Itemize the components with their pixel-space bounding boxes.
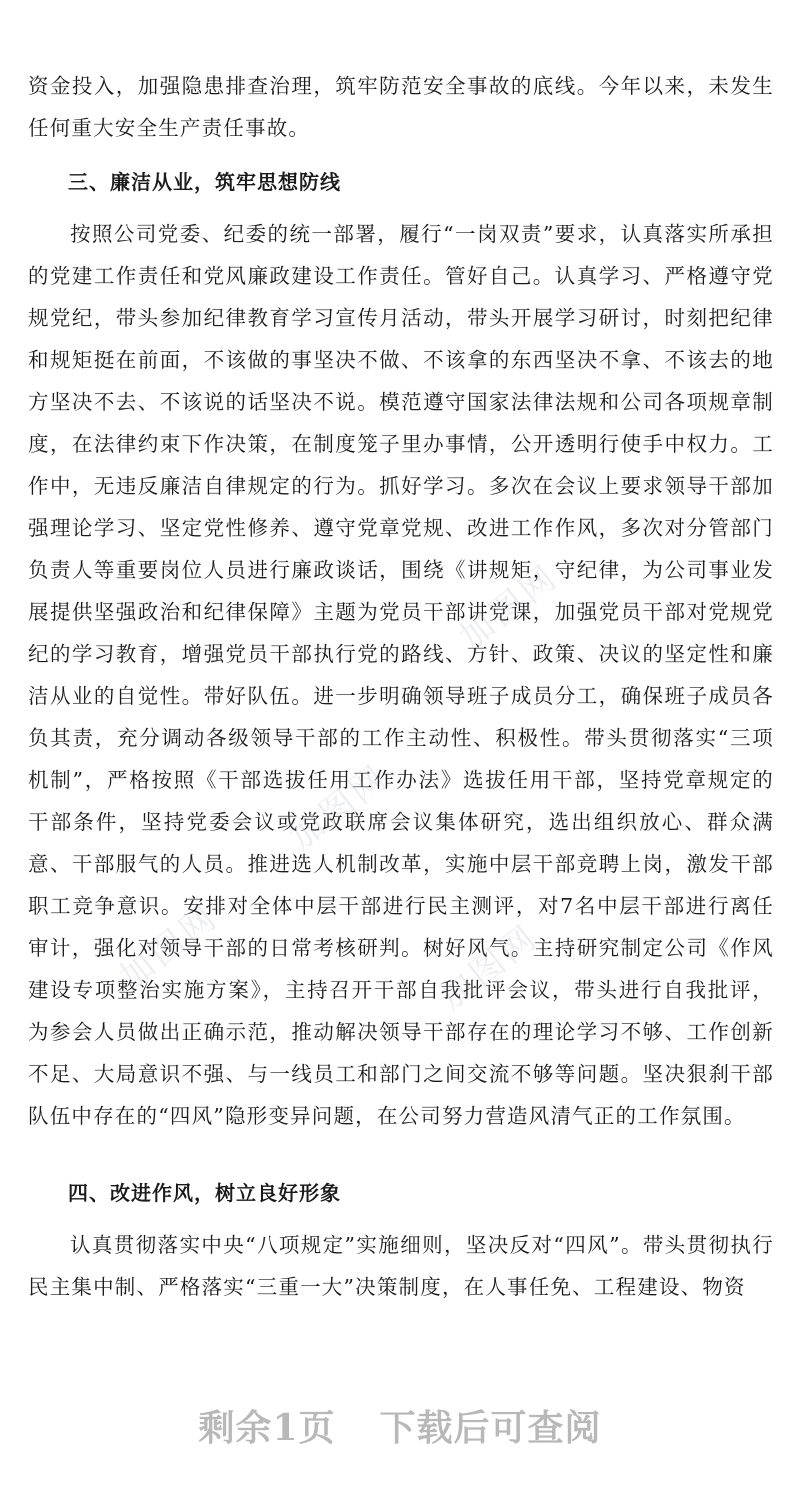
watermark-text: 加图网 (111, 896, 227, 999)
remaining-pages-label: 剩余1页 (198, 1406, 336, 1449)
watermark-text: 加图网 (281, 756, 397, 859)
download-prompt-banner[interactable] (0, 1390, 800, 1460)
section-heading-4: 四、改进作风，树立良好形象 (68, 1181, 341, 1205)
paragraph-integrity: 按照公司党委、纪委的统一部署，履行“一岗双责”要求，认真落实所承担的党建工作责任和党风廉政建设工作责任。管好自己。认真学习、严格遵守党规党纪，带头参加纪律教育学习宣传月活动，带头开展学习研讨，时刻把纪律和规矩挺在前面，不该做的事坚决不做、不该拿的东西坚决不拿、不该去的地方坚决不去、不该说的话坚决不说。模范遵守国家法律法规和公司各项规章制度，在法律约束下作决策，在制度笼子里办事情，公开透明行使手中权力。工作中，无违反廉洁自律规定的行为。抓好学习。多次在会议上要求领导干部加强理论学习、坚定党性修养、遵守党章党规、改进工作作风，多次对分管部门负责人等重要岗位人员进行廉政谈话，围绕《讲规矩，守纪律，为公司事业发展提供坚强政治和纪律保障》主题为党员干部讲党课，加强党员干部对党规党纪的学习教育，增强党员干部执行党的路线、方针、政策、决议的坚定性和廉洁从业的自觉性。带好队伍。进一步明确领导班子成员分工，确保班子成员各负其责，充分调动各级领导干部的工作主动性、积极性。带头贯彻落实“三项机制”，严格按照《干部选拔任用工作办法》选拔任用干部，坚持党章规定的干部条件，坚持党委会议或党政联席会议集体研究，选出组织放心、群众满意、干部服气的人员。推进选人机制改革，实施中层干部竞聘上岗，激发干部职工竞争意识。安排对全体中层干部进行民主测评，对7名中层干部进行离任审计，强化对领导干部的日常考核研判。树好风气。主持研究制定公司《作风建设专项整治实施方案》，主持召开干部自我批评会议，带头进行自我批评，为参会人员做出正确示范，推动解决领导干部存在的理论学习不够、工作创新不足、大局意识不强、与一线员工和部门之间交流不够等问题。坚决狠刹干部队伍中存在的“四风”隐形变异问题，在公司努力营造风清气正的工作氛围。 (28, 222, 774, 1128)
watermark-text: 加图网 (451, 556, 567, 659)
section-heading-3: 三、廉洁从业，筑牢思想防线 (68, 170, 341, 194)
download-to-view-label[interactable]: 下载后可查阅 (379, 1406, 602, 1449)
paragraph-continuation: 资金投入，加强隐患排查治理，筑牢防范安全事故的底线。今年以来，未发生任何重大安全生产责任事故。 (28, 74, 774, 140)
watermark-text: 加图网 (431, 916, 547, 1019)
paragraph-work-style: 认真贯彻落实中央“八项规定”实施细则，坚决反对“四风”。带头贯彻执行民主集中制、严格落实“三重一大”决策制度，在人事任免、工程建设、物资 (28, 1233, 774, 1299)
